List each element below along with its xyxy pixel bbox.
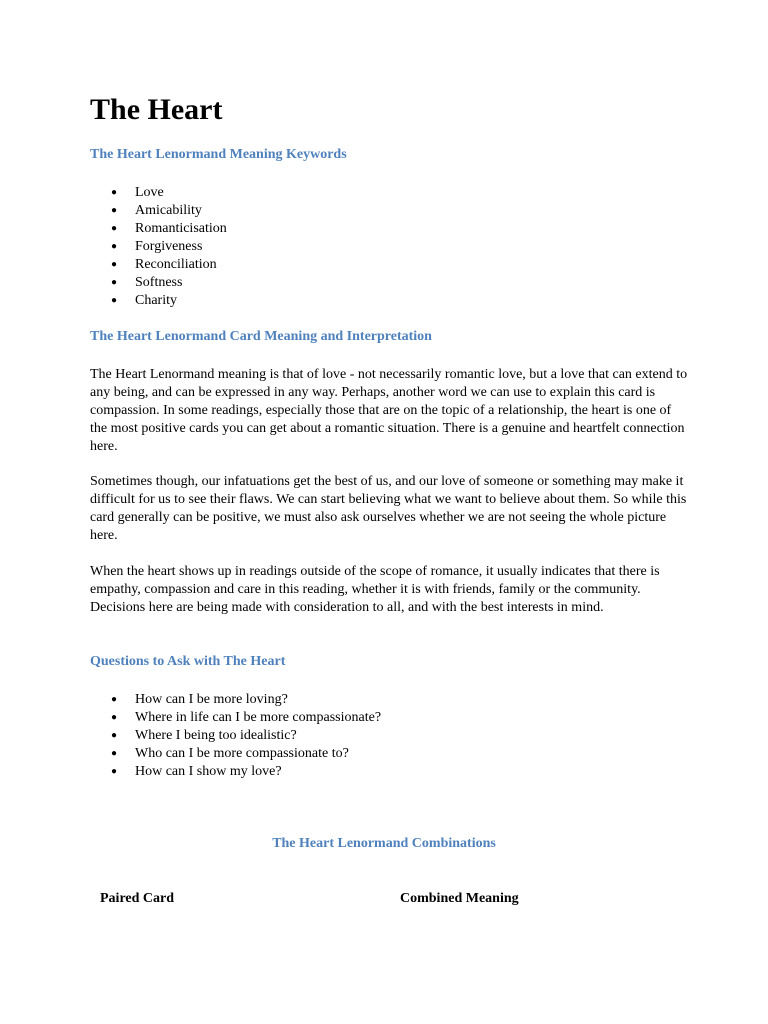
bullet-icon: ● [111, 223, 118, 234]
bullet-icon: ● [111, 241, 118, 252]
bullet-icon: ● [111, 694, 118, 705]
questions-heading: Questions to Ask with The Heart [90, 654, 286, 669]
list-item: ● Forgiveness [111, 239, 203, 254]
paragraph-2: Sometimes though, our infatuations get the best of us, and our love of someone or something may make it difficult for us to see their flaws. We can start believing what we want to believe about them. So while this card generally can be positive, we must also ask ourselves whether we are not seeing the whole picture here. [90, 474, 687, 543]
list-item: ● Who can I be more compassionate to? [111, 746, 349, 761]
questions-list [90, 691, 381, 781]
bullet-icon: ● [111, 259, 118, 270]
bullet-icon: ● [111, 295, 118, 306]
list-item: ● How can I be more loving? [111, 692, 288, 707]
paragraph-1: The Heart Lenormand meaning is that of love - not necessarily romantic love, but a love that can extend to any being, and can be expressed in any way. Perhaps, another word we can use to explain this card is compassion. In some readings, especially those that are on the topic of a relationship, the heart is one of the most positive cards you can get about a romantic situation. There is a genuine and heartfelt connection here. [90, 367, 688, 454]
bullet-icon: ● [111, 730, 118, 741]
bullet-icon: ● [111, 766, 118, 777]
list-item: ● Where in life can I be more compassionate? [111, 710, 382, 725]
bullet-icon: ● [111, 277, 118, 288]
list-item: ● Where I being too idealistic? [111, 728, 297, 743]
bullet-icon: ● [111, 712, 118, 723]
list-item: ● Love [111, 185, 164, 200]
bullet-icon: ● [111, 748, 118, 759]
keywords-list [90, 184, 227, 310]
page-title: The Heart [90, 93, 223, 126]
combinations-heading: The Heart Lenormand Combinations [272, 836, 496, 851]
list-item: ● How can I show my love? [111, 764, 282, 779]
paragraph-3: When the heart shows up in readings outside of the scope of romance, it usually indicates that there is empathy, compassion and care in this reading, whether it is with friends, family or the community. Decisions here are being made with consideration to all, and with the best interests in mind. [90, 564, 660, 615]
list-item: ● Charity [111, 293, 177, 308]
list-item: ● Amicability [111, 203, 202, 218]
bullet-icon: ● [111, 205, 118, 216]
list-item: ● Reconciliation [111, 257, 217, 272]
table-header-paired-card: Paired Card [100, 891, 175, 906]
table-header-combined-meaning: Combined Meaning [400, 891, 519, 906]
bullet-icon: ● [111, 187, 118, 198]
meaning-heading: The Heart Lenormand Card Meaning and Interpretation [90, 329, 432, 344]
list-item: ● Softness [111, 275, 183, 290]
list-item: ● Romanticisation [111, 221, 227, 236]
keywords-heading: The Heart Lenormand Meaning Keywords [90, 147, 347, 162]
